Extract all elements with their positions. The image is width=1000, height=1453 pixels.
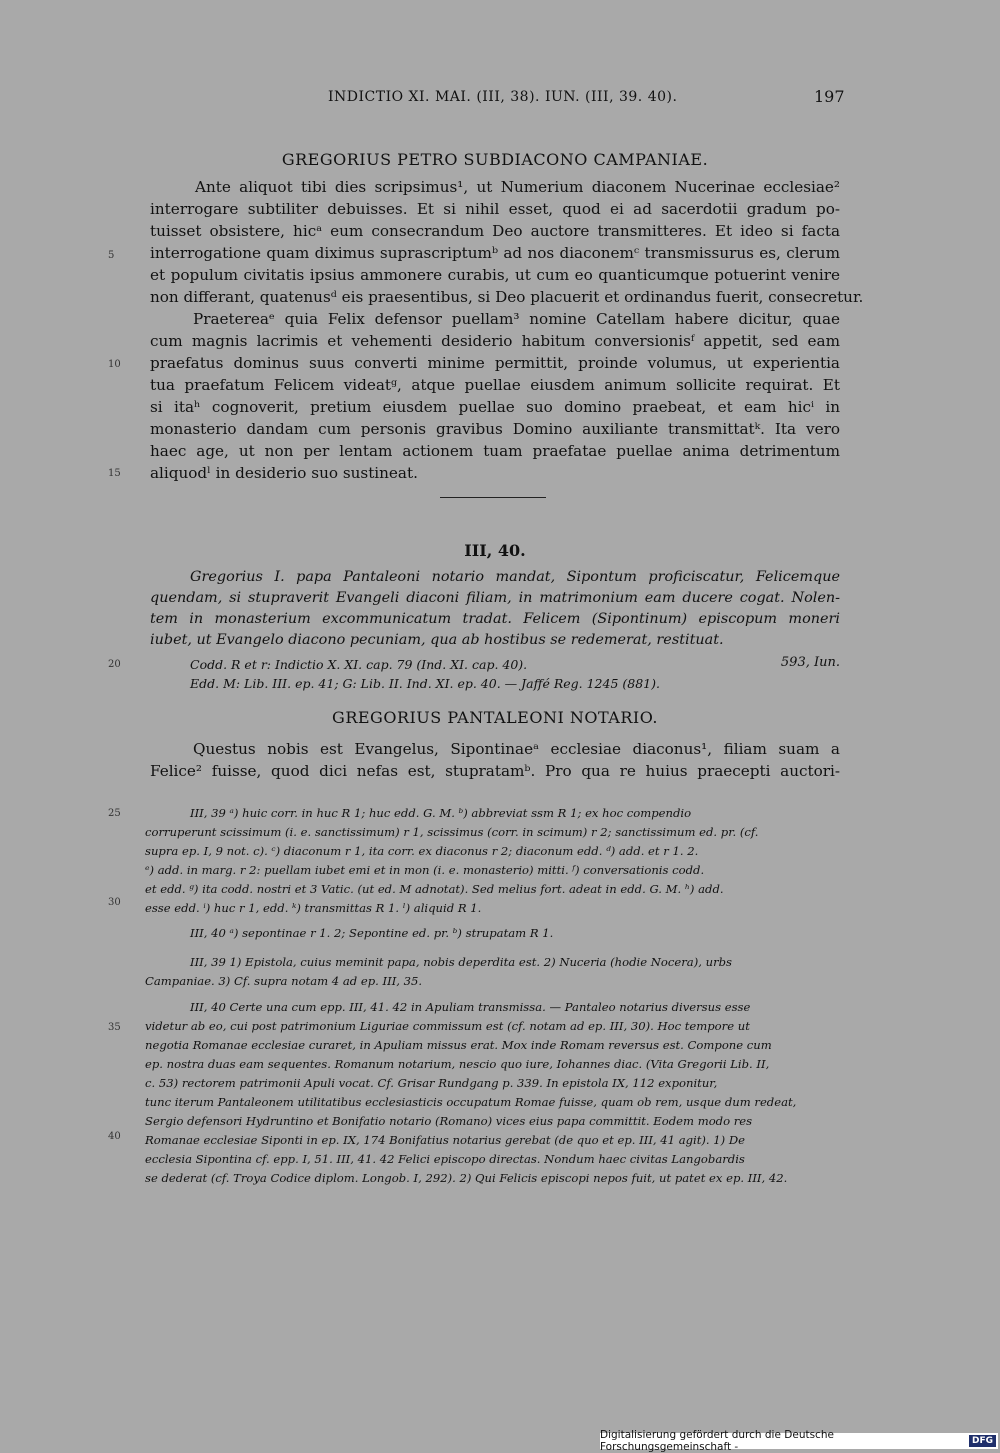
- note-line: Romanae ecclesiae Siponti in ep. IX, 174 Bonifatius notarius gerebat (de quo et ep. III, 41 agit). 1) De: [145, 1133, 746, 1147]
- note-line: se dederat (cf. Troya Codice diplom. Longob. I, 292). 2) Qui Felicis episcopi nepos fuit, ut patet ex ep. III, 42.: [145, 1171, 788, 1185]
- letter39-line: Praetereaᵉ quia Felix defensor puellam³ nomine Catellam habere dicitur, quae: [193, 310, 840, 328]
- line-number: 25: [108, 808, 121, 819]
- note-line: Campaniae. 3) Cf. supra notam 4 ad ep. III, 35.: [145, 974, 423, 988]
- running-head: INDICTIO XI. MAI. (III, 38). IUN. (III, 39. 40).: [328, 89, 678, 105]
- dfg-logo-icon: DFG: [969, 1435, 996, 1447]
- letter39-line: si itaʰ cognoverit, pretium eiusdem puellae suo domino praebeat, et eam hicⁱ in: [150, 398, 840, 416]
- letter40-title: GREGORIUS PANTALEONI NOTARIO.: [332, 708, 658, 727]
- letter39-title: GREGORIUS PETRO SUBDIACONO CAMPANIAE.: [281, 150, 709, 169]
- summary-line: quendam, si stupraverit Evangeli diaconi filiam, in matrimonium eam ducere cogat. Nolen-: [150, 590, 840, 606]
- line-number: 15: [108, 468, 121, 479]
- line-number: 40: [108, 1131, 121, 1142]
- letter39-line: monasterio dandam cum personis gravibus Domino auxiliante transmittatᵏ. Ita vero: [150, 420, 840, 438]
- funding-footer: [600, 1429, 998, 1453]
- apparatus-line: corruperunt scissimum (i. e. sanctissimum) r 1, scissimus (corr. in scimum) r 2; sanctissimum ed. pr. (cf.: [145, 825, 759, 839]
- letter39-line: et populum civitatis ipsius ammonere curabis, ut cum eo quanticumque potuerint venire: [150, 266, 840, 284]
- summary-line: tem in monasterium excommunicatum tradat. Felicem (Sipontinum) episcopum moneri: [150, 611, 840, 627]
- apparatus-line: et edd. ᵍ) ita codd. nostri et 3 Vatic. (ut ed. M adnotat). Sed melius fort. adeat in edd. G. M. ʰ) add.: [145, 882, 724, 896]
- line-number: 5: [108, 250, 115, 261]
- note-line: c. 53) rectorem patrimonii Apuli vocat. Cf. Grisar Rundgang p. 339. In epistola IX, 112 exponitur,: [145, 1076, 718, 1090]
- line-number: 20: [108, 659, 121, 670]
- letter39-line: tua praefatum Felicem videatᵍ, atque puellae eiusdem animum sollicite requirat. Et: [150, 376, 840, 394]
- letter39-line: non differant, quatenusᵈ eis praesentibus, si Deo placuerit et ordinandus fuerit, consecretur.: [150, 288, 864, 306]
- note-line: III, 39 1) Epistola, cuius meminit papa, nobis deperdita est. 2) Nuceria (hodie Nocera), urbs: [190, 955, 732, 969]
- letter39-line: interrogatione quam diximus suprascriptumᵇ ad nos diaconemᶜ transmissurus es, clerum: [150, 244, 840, 262]
- line-number: 10: [108, 359, 121, 370]
- footer-text: Digitalisierung gefördert durch die Deutsche Forschungsgemeinschaft -: [600, 1429, 834, 1453]
- letter40-line: Felice² fuisse, quod dici nefas est, stupratamᵇ. Pro qua re huius praecepti auctori-: [150, 762, 840, 780]
- letter39-line: interrogare subtiliter debuisses. Et si nihil esset, quod ei ad sacerdotii gradum po-: [150, 200, 840, 218]
- note-line: videtur ab eo, cui post patrimonium Liguriae commissum est (cf. notam ad ep. III, 30). Hoc tempore ut: [145, 1019, 750, 1033]
- apparatus-line: ᵉ) add. in marg. r 2: puellam iubet emi et in mon (i. e. monasterio) mitti. ᶠ) conversationis codd.: [145, 863, 705, 877]
- letter40-line: Questus nobis est Evangelus, Sipontinaeᵃ ecclesiae diaconus¹, filiam suam a: [193, 740, 840, 758]
- apparatus-line: supra ep. I, 9 not. c). ᶜ) diaconum r 1, ita corr. ex diaconus r 2; diaconum edd. ᵈ) add. et r 1. 2.: [145, 844, 699, 858]
- apparatus-line: esse edd. ⁱ) huc r 1, edd. ᵏ) transmittas R 1. ˡ) aliquid R 1.: [145, 901, 482, 915]
- editions-line: Edd. M: Lib. III. ep. 41; G: Lib. II. Ind. XI. ep. 40. — Jaffé Reg. 1245 (881).: [190, 676, 660, 691]
- letter39-line: Ante aliquot tibi dies scripsimus¹, ut Numerium diaconem Nucerinae ecclesiae²: [195, 178, 840, 196]
- letter39-line: cum magnis lacrimis et vehementi desiderio habitum conversionisᶠ appetit, sed eam: [150, 332, 840, 350]
- apparatus-line: III, 40 ᵃ) sepontinae r 1. 2; Sepontine ed. pr. ᵇ) strupatam R 1.: [190, 926, 554, 940]
- summary-line: iubet, ut Evangelo diacono pecuniam, qua ab hostibus se redemerat, restituat.: [150, 632, 724, 648]
- line-number: 35: [108, 1022, 121, 1033]
- apparatus-line: III, 39 ᵃ) huic corr. in huc R 1; huc edd. G. M. ᵇ) abbreviat ssm R 1; ex hoc compendio: [190, 806, 692, 820]
- letter39-line: haec age, ut non per lentam actionem tuam praefatae puellae anima detrimentum: [150, 442, 840, 460]
- letter39-line: praefatus dominus suus converti minime permittit, proinde volumus, ut experientia: [150, 354, 840, 372]
- epistle-number: III, 40.: [464, 541, 526, 560]
- note-line: negotia Romanae ecclesiae curaret, in Apuliam missus erat. Mox inde Romam reversus est. Compone cum: [145, 1038, 772, 1052]
- letter39-line: tuisset obsistere, hicᵃ eum consecrandum Deo auctore transmitteres. Et ideo si facta: [150, 222, 840, 240]
- note-line: III, 40 Certe una cum epp. III, 41. 42 in Apuliam transmissa. — Pantaleo notarius diversus esse: [190, 1000, 751, 1014]
- summary-line: Gregorius I. papa Pantaleoni notario mandat, Sipontum proficiscatur, Felicemque: [190, 569, 840, 585]
- note-line: ecclesia Sipontina cf. epp. I, 51. III, 41. 42 Felici episcopo directas. Nondum haec civitas Langobardis: [145, 1152, 745, 1166]
- note-line: tunc iterum Pantaleonem utilitatibus ecclesiasticis occupatum Romae fuisse, quam ob rem, usque dum redeat,: [145, 1095, 797, 1109]
- line-number: 30: [108, 897, 121, 908]
- codices-line: Codd. R et r: Indictio X. XI. cap. 79 (Ind. XI. cap. 40).: [190, 657, 528, 672]
- note-line: Sergio defensori Hydruntino et Bonifatio notario (Romano) vices eius papa committit. Eodem modo res: [145, 1114, 753, 1128]
- page-number: 197: [814, 87, 845, 106]
- note-line: ep. nostra duas eam sequentes. Romanum notarium, nescio quo iure, Iohannes diac. (Vita Gregorii Lib. II,: [145, 1057, 770, 1071]
- letter39-line: aliquodˡ in desiderio suo sustineat.: [150, 464, 418, 482]
- section-divider: [440, 497, 546, 498]
- date: 593, Iun.: [780, 655, 840, 670]
